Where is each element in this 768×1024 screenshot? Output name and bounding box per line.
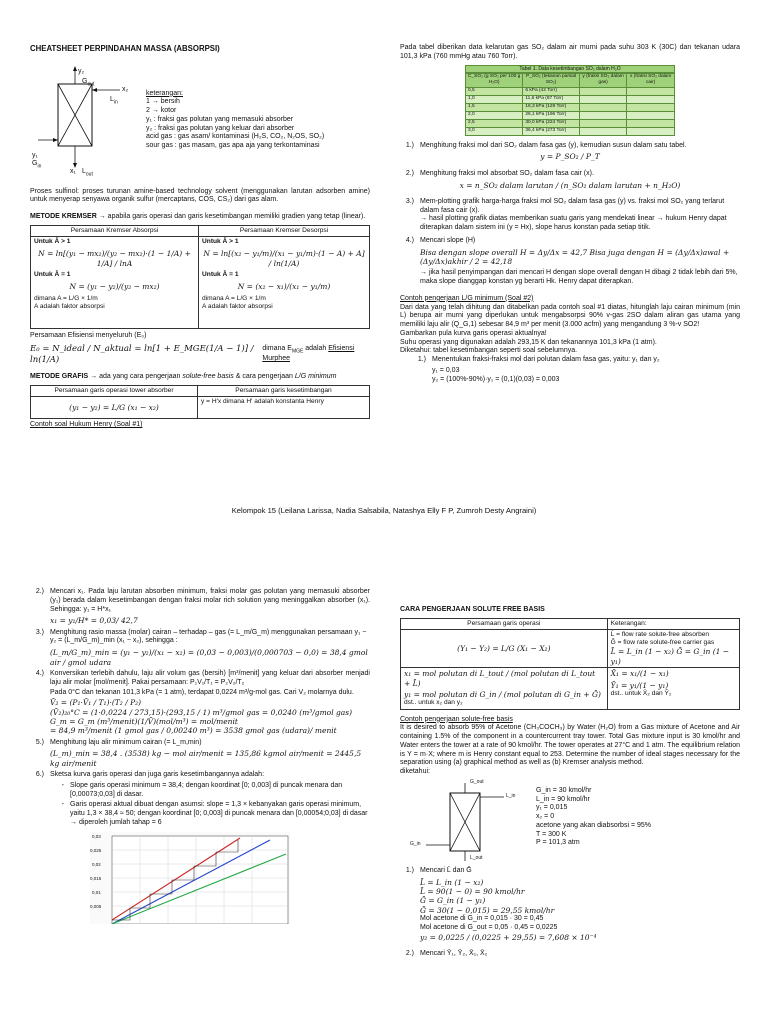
lin-sub: in <box>113 99 118 106</box>
absorber-column-diagram <box>30 56 140 176</box>
keterangan-block <box>146 56 324 176</box>
sf-ket1: L̄ = flow rate solute-free absorben <box>610 630 710 638</box>
list-item: 3.) Menghitung rasio massa (molar) cairan – terhadap – gas (= L_m/G_m) menggunakan persamaan y₁ − y₂ = (L_m/G_m)_min (x₁ − x₂), sehingga : <box>30 629 370 647</box>
bl-s4-eq3: G_m = G_m (m³/menit)(1/V̄)(mol/m³) = mol/menit <box>50 716 238 726</box>
chart-ytick: 0,025 <box>90 847 102 853</box>
sf-ket3: L̄ = L_in (1 − x₂) Ḡ = G_in (1 − y₁) <box>610 647 730 666</box>
list-item: 1.) Menghitung fraksi mol dari SO₂ dalam fasa gas (y), kemudian susun dalam satu tabel. <box>400 142 740 151</box>
chart-ytick: 0,02 <box>92 861 101 867</box>
list-item: 1.) Mencari L̄ dan Ḡ <box>400 867 740 876</box>
table-row <box>466 111 675 119</box>
sf-given-item: L_in = 90 kmol/hr <box>536 795 590 803</box>
sf-Y1-eq: Ȳ₁ = y₁/(1 − y₁) <box>610 680 669 690</box>
c2-step1b: y₂ = (100%-90%)·y₁ = (0,1)(0,03) = 0,003 <box>432 375 560 383</box>
cell: 30,0 kPa (224 Torr) <box>523 119 579 127</box>
bl-s3-text: Menghitung rasio massa (molar) cairan – terhadap – gas (= L_m/G_m) menggunakan persamaan y₁ − y₂ = (L_m/G_m)_min (x₁ − x₂), sehingga : <box>50 628 367 645</box>
kelompok-line: Kelompok 15 (Leilana Larissa, Nadia Salsabila, Natashya Elly F P, Zumroh Desty Angraini) <box>231 506 537 515</box>
table-row <box>466 127 675 135</box>
sf-x1-eq: x₁ = mol polutan di L_tout / (mol polutan di L_tout + L̄) <box>404 669 596 688</box>
bl-s6a-text: Slope garis operasi minimum = 38,4; dengan koordinat [0; 0,003] di puncak menara dan [0,00073;0,03] di dasar. <box>70 781 343 798</box>
kremser-table <box>30 225 370 329</box>
cell: 18,3 kPa (129 Torr) <box>523 103 579 111</box>
c2-step1a: y₁ = 0,03 <box>432 366 460 374</box>
sf-given-item: T = 300 K <box>536 830 567 838</box>
cell: 2,0 <box>466 111 523 119</box>
operating-line-chart-svg <box>90 832 290 924</box>
sf-s1-text: Mencari L̄ dan Ḡ <box>420 866 472 874</box>
cell <box>579 103 627 111</box>
sf-s1-line: Mol acetone di G_out = 0,05 · 0,45 = 0,0225 <box>420 923 558 931</box>
cell: 1,5 <box>466 103 523 111</box>
sf-column-svg <box>400 779 530 863</box>
sf-s1-line: Ḡ = 30(1 − 0,015) = 29,55 kmol/hr <box>420 905 555 915</box>
chart-ytick: 0,005 <box>90 903 102 909</box>
kremser-col-desorpsi: Persamaan Kremser Desorpsi <box>199 225 370 236</box>
step3-wrap <box>420 198 740 233</box>
abs-case2: Untuk Ā = 1 <box>34 271 71 279</box>
contoh2-question: Gambarkan pula kurva garis operasi aktualnya! <box>400 329 547 337</box>
sf-s1-line: L̄ = L_in (1 − x₂) <box>420 877 484 887</box>
table-row <box>466 87 675 95</box>
gout-text: G <box>82 77 88 85</box>
so2-col-x: x (fraksi SO₂ dalam cair) <box>627 73 675 87</box>
keterangan-item: y₂ : fraksi gas polutan yang keluar dari absorber <box>146 124 295 132</box>
step3-text: Mem-plotting grafik harga-harga fraksi mol SO₂ dalam fasa gas (y) vs. fraksi mol SO₂ yang terlarut dalam fasa cair (x). <box>420 197 725 214</box>
cell: 1,0 <box>466 95 523 103</box>
so2-table <box>465 73 675 136</box>
cell <box>627 95 675 103</box>
step1-text: Menghitung fraksi mol dari SO₂ dalam fasa gas (y), kemudian susun dalam satu tabel. <box>420 141 687 149</box>
contoh-solute-free-link[interactable]: Contoh pengerjaan solute-free basis <box>400 715 513 723</box>
cell: 2,5 <box>466 119 523 127</box>
grafis-kesetimbangan-text: y = H′x dimana H′ adalah konstanta Henry <box>198 397 370 419</box>
gin-sub: in <box>37 163 42 170</box>
solute-free-heading: CARA PENGERJAAN SOLUTE FREE BASIS <box>400 606 545 613</box>
bl-s5-eq: (L_m)_min = 38,4 . (3538) kg − mol air/menit = 135,86 kgmol air/menit = 2445,5 kg air/menit <box>50 749 362 768</box>
sf-diag-gout: G_out <box>470 778 484 785</box>
lout-text: L <box>82 167 86 175</box>
sf-given-item: P = 101,3 atm <box>536 839 580 847</box>
sf-column-diagram <box>400 779 530 863</box>
grafis-heading-bold: METODE GRAFIS <box>30 373 89 381</box>
contoh2-condition: Suhu operasi yang digunakan adalah 293,15 K dan tekanannya 101,3 kPa (1 atm). <box>400 338 657 346</box>
efisiensi-eq: E₀ = N_ideal / N_aktual = ln[1 + E_MGE(1/A − 1)] / ln(1/A) <box>30 343 254 365</box>
chart-ytick: 0,01 <box>92 889 101 895</box>
sf-diag-lin: L_in <box>506 792 516 799</box>
chart-ytick: 0,015 <box>90 875 102 881</box>
bl-s6-text: Sketsa kurva garis operasi dan juga garis kesetimbangannya adalah: <box>50 771 265 779</box>
grafis-heading-rest: → ada yang cara pengerjaan <box>88 373 183 381</box>
bl-s4b: Pada 0°C dan tekanan 101,3 kPa (= 1 atm), terdapat 0,0224 m³/g-mol gas. Cari V₂ molarnya dulu. <box>50 689 354 697</box>
lout-sub: out <box>85 171 93 178</box>
step2-text: Menghitung fraksi mol absorbat SO₂ dalam fasa cair (x). <box>420 169 594 177</box>
efisiensi-murphee-link[interactable]: Efisiensi Murphee <box>262 345 355 363</box>
list-item: 2.) Mencari x₁. Pada laju larutan absorben minimum, fraksi molar gas polutan yang memasuki absorber (y₁) berada dalam kesetimbangan dengan fraksi molar rich solution yang meninggalkan absorber (x₁). Sehingga: y₁ = H*x₁ <box>35 588 370 613</box>
gin-text: G <box>32 159 38 167</box>
sf-s1-line: Mol acetone di G_in = 0,015 · 30 = 0,45 <box>420 915 544 923</box>
cell <box>579 119 627 127</box>
sf-given-item: G_in = 30 kmol/hr <box>536 786 592 794</box>
grafis-operasi-eq: (y₁ − y₂) = L/G (x₁ − x₂) <box>31 397 198 419</box>
kremser-heading-bold: METODE KREMSER <box>30 213 97 221</box>
diagram-label-gout <box>82 78 94 88</box>
bl-s6b-text: Garis operasi aktual dibuat dengan asumsi: slope = 1,3 × kebanyakan garis operasi minimum, yaitu 1,3 × 38,4 ≈ 50; dengan koordinat [0; 0,003] di puncak menara dan [0,00054;0,03] di dasar → diperoleh jumlah tahap = 6 <box>70 801 368 826</box>
cell: 11,6 kPa (87 Torr) <box>523 95 579 103</box>
des-case1: Untuk Ā > 1 <box>202 238 239 246</box>
grafis-col-kesetimbangan: Persamaan garis kesetimbangan <box>198 385 370 396</box>
list-item: 2.) Mencari Ȳ₁, Ȳ₂, X̄₁, X̄₂ <box>400 950 740 959</box>
so2-table-title: Tabel 1. Data kesetimbangan SO₂ dalam H₂O <box>465 65 675 73</box>
so2-intro: Pada tabel diberikan data kelarutan gas SO₂ dalam air murni pada suhu 303 K (30C) dan tekanan udara 101,3 kPa (760 mmHg atau 760 Torr). <box>400 44 740 60</box>
keterangan-item: 2 → kotor <box>146 107 177 115</box>
sf-dst-left: dst.. untuk x₂ dan y₂ <box>404 699 463 707</box>
keterangan-item: y₁ : fraksi gas polutan yang memasuki absorber <box>146 115 294 123</box>
cell <box>579 87 627 95</box>
list-item: 4.) Mencari slope (H) <box>400 237 740 246</box>
step4-text: Mencari slope (H) <box>420 236 476 244</box>
sf-diketahui: diketahui: <box>400 768 430 776</box>
bl-s4-eq1: V̄₂ = (P₁·V̄₁ / T₁)·(T₂ / P₂) <box>50 698 142 708</box>
des-eq1: N = ln[(x₂ − y₁/m)/(x₁ − y₁/m)·(1 − A) + A] / ln(1/A) <box>203 249 365 268</box>
des-where: dimana A = L/G × 1/m <box>202 294 266 302</box>
cell: 36,4 kPa (273 Torr) <box>523 127 579 135</box>
lin-text: L <box>110 95 114 103</box>
grafis-mid: & cara pengerjaan <box>233 373 295 381</box>
contoh-soal-2-link[interactable]: Contoh pengerjaan L/G minimum (Soal #2) <box>400 294 534 302</box>
cell: 26,1 kPa (196 Torr) <box>523 111 579 119</box>
gout-sub: out <box>87 81 95 88</box>
sf-main-eq: (Y₁ − Y₂) = L/G (X₁ − X₂) <box>401 629 608 667</box>
so2-col-p: P_SO₂ (tekanan parsial SO₂) <box>523 73 579 87</box>
bl-s3-eq: (L_m/G_m)_min = (y₁ − y₂)/(x₁ − x₂) = (0,03 − 0,003)/(0,000703 − 0,0) = 38,4 gmol air / gmol udara <box>50 648 368 667</box>
diagram-label-gin <box>32 160 41 170</box>
kremser-heading <box>30 213 370 222</box>
sf-s1-line: L̄ = 90(1 − 0) = 90 kmol/hr <box>420 886 525 896</box>
left-bottom-column <box>30 588 370 924</box>
keterangan-item: sour gas : gas masam, gas apa aja yang terkontaminasi <box>146 142 320 150</box>
contoh2-known: Diketahui: tabel kesetimbangan seperti soal sebelumnya. <box>400 347 578 355</box>
table-row <box>466 119 675 127</box>
list-item: 3.) Mem-plotting grafik harga-harga fraksi mol SO₂ dalam fasa gas (y) vs. fraksi mol SO₂ yang terlarut dalam fasa cair (x). → hasil plotting grafik diatas memberikan suatu garis yang mendekati linear → hukum Henry dapat diterapkan dalam sistem ini (y = Hx), slope harus konstan pada setiap titik. <box>400 198 740 233</box>
step2-eq: x = n_SO₂ dalam larutan / (n_SO₂ dalam larutan + n_H₂O) <box>459 180 681 190</box>
efisiensi-heading: Persamaan Efisiensi menyeluruh (E₀) <box>30 332 147 340</box>
cell <box>627 127 675 135</box>
abs-note: A adalah faktor absorpsi <box>34 303 105 311</box>
sf-given-list <box>536 779 651 863</box>
cell: 3,0 <box>466 127 523 135</box>
sf-s1-lines <box>400 878 740 942</box>
grafis-table <box>30 385 370 419</box>
grafis-heading <box>30 373 370 382</box>
sf-diag-gin: G_in <box>410 840 421 847</box>
sf-col-keterangan: Keterangan: <box>607 618 739 629</box>
contoh2-text: Dari data yang telah dihitung dan ditabelkan pada contoh soal #1 diatas, hitunglah laju cairan minimum (min L) berupa air murni yang diperlukan untuk mengabsorpsi 90% v-gas 2SO dalam aliran gas utama yang memiliki laju alir (Q_G,1) sebesar 84,9 m³ per menit (3.000 acfm) yang mengandung 3 %-v SO2! <box>400 303 740 329</box>
list-item: 2.) Menghitung fraksi mol absorbat SO₂ dalam fasa cair (x). <box>400 170 740 179</box>
efisiensi-note <box>262 345 370 363</box>
list-item: 1.) Menentukan fraksi-fraksi mol dari polutan dalam fasa gas, yaitu: y₁ dan y₂ <box>400 356 740 365</box>
list-item: 4.) Konversikan terlebih dahulu, laju alir volum gas (bersih) [m³/menit] yang keluar dari absorber menjadi laju alir molar [mol/menit]. Pakai persamaan: P₁V₁/T₁ = P₂V₂/T₂ <box>35 669 370 686</box>
des-note: A adalah faktor absorpsi <box>202 303 273 311</box>
solute-free-table <box>400 618 740 710</box>
bl-s4-eq2: (V̄₂)₂₀°C = (1·0,0224 / 273,15)·(293,15 / 1) m³/gmol gas = 0,0240 (m³/gmol gas) <box>50 707 353 717</box>
step3b-text: → hasil plotting grafik diatas memberikan suatu garis yang mendekati linear → hukum Henry dapat diterapkan dalam sistem ini (y = Hx), slope harus konstan pada setiap titik. <box>420 215 727 232</box>
efisiensi-row <box>30 344 370 365</box>
diagram-label-y1: y₁ <box>32 151 38 159</box>
sf-col-operasi: Persamaan garis operasi <box>401 618 608 629</box>
abs-eq1: N = ln[(y₁ − mx₂)/(y₂ − mx₂)·(1 − 1/A) + 1/A] / lnA <box>38 249 191 268</box>
operating-line-chart <box>90 832 290 924</box>
diagram-label-x2: x₂ <box>122 85 129 93</box>
so2-col-y: y (fraksi SO₂ dalam gas) <box>579 73 627 87</box>
sf-given-item: x₂ = 0 <box>536 813 555 821</box>
bl-s4-eq4: = 84,9 m³/menit (1 gmol gas / 0,00240 m³) = 3538 gmol gas (udara)/ menit <box>50 726 337 736</box>
keterangan-item: acid gas : gas asam/ kontaminasi (H₂S, CO₂, N₂OS, SO₂) <box>146 133 325 141</box>
right-bottom-column <box>400 606 740 961</box>
sf-given-item: acetone yang akan diabsorbsi = 95% <box>536 821 651 829</box>
kremser-heading-rest: → apabila garis operasi dan garis kesetimbangan memiliki gradien yang tetap (linear). <box>96 213 366 221</box>
table-row <box>466 103 675 111</box>
step4-eq: Bisa dengan slope overall H = Δy/Δx = 42,7 Bisa juga dengan H = (Δy/Δx)awal + (Δy/Δx)akhir / 2 = 42,18 <box>420 247 730 266</box>
cell <box>627 103 675 111</box>
bl-s4-text: Konversikan terlebih dahulu, laju alir volum gas (bersih) [m³/menit] yang keluar dari absorber menjadi laju alir molar [mol/menit]. Pakai persamaan: P₁V₁/T₁ = P₂V₂/T₂ <box>50 669 370 686</box>
bl-s5-text: Menghitung laju alir minimum cairan (= L_m,min) <box>50 738 202 746</box>
sf-s1-line: Ḡ = G_in (1 − y₁) <box>420 896 486 906</box>
so2-col-c: C_SO₂ (g SO₂ per 100 g H₂O) <box>466 73 523 87</box>
sf-problem: It is desired to absorb 95% of Acetone (CH₃COCH₃) by Water (H₂O) from a Gas mixture of Acetone and Air containing 1.5% of the component in a countercurrent tray tower. Total Gas mixture input is 30 kmol/hr and Water enters the tower at a rate of 90 kmol/hr. The tower operates at 27°C and 1 atm. The equilibrium relation is Y = m·X; where m is Henry constant equal to 253. Determine the number of ideal stages necessary for the separation using (a) graphical method as well as (b) Kremser analysis method. <box>400 724 740 767</box>
efisiensi-note-pre: dimana E <box>262 345 292 353</box>
proses-sulfinol-text: Proses sulfinol: proses turunan amine-based technology solvent (menggunakan larutan adsorben amine) untuk menyerap senyawa organik sulfur (mercaptans, COS, CS₂) dari gas alam. <box>30 187 370 204</box>
cell: 0,5 <box>466 87 523 95</box>
sf-diag-lout: L_out <box>470 854 483 861</box>
c2-step1-text: Menentukan fraksi-fraksi mol dari polutan dalam fasa gas, yaitu: y₁ dan y₂ <box>432 356 660 364</box>
grafis-italic1: solute-free basis <box>182 373 234 381</box>
keterangan-heading: keterangan: <box>146 89 183 97</box>
kremser-col-absorpsi: Persamaan Kremser Absorpsi <box>31 225 199 236</box>
sf-y1-eq: y₁ = mol polutan di G_in / (mol polutan di G_in + Ḡ) <box>404 689 601 699</box>
cell <box>579 111 627 119</box>
sf-X1-eq: X̄₁ = x₁/(1 − x₁) <box>610 669 669 679</box>
cell <box>627 111 675 119</box>
keterangan-item: 1 → bersih <box>146 98 180 106</box>
list-item: - Garis operasi aktual dibuat dengan asumsi: slope = 1,3 × kebanyakan garis operasi minimum, yaitu 1,3 × 38,4 ≈ 50; dengan koordinat [0; 0,003] di puncak menara dan [0,00054;0,03] di dasar → diperoleh jumlah tahap = 6 <box>30 801 370 827</box>
des-case2: Untuk Ā = 1 <box>202 271 239 279</box>
right-top-column <box>400 44 740 384</box>
page-title: CHEATSHEET PERPINDAHAN MASSA (ABSORPSI) <box>30 44 220 53</box>
cell <box>627 119 675 127</box>
table-row <box>466 95 675 103</box>
sf-given-row <box>400 779 740 863</box>
sf-dst-right: dst.. untuk X̄₂ dan Ȳ₂ <box>610 689 672 697</box>
bl-s2-text: Mencari x₁. Pada laju larutan absorben minimum, fraksi molar gas polutan yang memasuki absorber (y₁) berada dalam kesetimbangan dengan fraksi molar rich solution yang meninggalkan absorber (x₁). Sehingga: y₁ = H*x₁ <box>50 588 370 613</box>
left-top-column <box>30 44 370 430</box>
step1-eq: y = P_SO₂ / P_T <box>540 152 600 162</box>
diagram-label-lin <box>110 96 118 106</box>
cell: 6 kPa (42 Torr) <box>523 87 579 95</box>
list-item: - Slope garis operasi minimum = 38,4; dengan koordinat [0; 0,003] di puncak menara dan [0,00073;0,03] di dasar. <box>30 782 370 800</box>
bl-s2-eq: x₁ = y₁/H* = 0,03/ 42,7 <box>50 616 138 626</box>
abs-eq2: N = (y₁ − y₂)/(y₂ − mx₂) <box>69 282 160 292</box>
abs-case1: Untuk Ā > 1 <box>34 238 71 246</box>
grafis-col-operasi: Persamaan garis operasi tower absorber <box>31 385 198 396</box>
step4b-text: → jika hasil penyimpangan dari mencari H dengan slope overall dengan H dibagi 2 tidak lebih dari 5%, maka slope dianggap konstan yg berarti Hk. Henry dapat diterapkan. <box>420 269 738 286</box>
sf-given-item: y₁ = 0,015 <box>536 804 568 812</box>
sf-ket2: Ḡ = flow rate solute-free carrier gas <box>610 639 715 647</box>
contoh-soal-1-link[interactable]: Contoh soal Hukum Henry (Soal #1) <box>30 421 143 429</box>
grafis-italic2: L/G minimum <box>294 373 337 381</box>
list-item: 5.) Menghitung laju alir minimum cairan (= L_m,min) <box>30 739 370 748</box>
efisiensi-note-sub: MGE <box>291 348 304 355</box>
so2-table-wrap <box>465 65 675 136</box>
diagram-label-x1: x₁ <box>70 167 76 175</box>
diagram-label-y2: y₂ <box>78 67 85 75</box>
list-item: 6.) Sketsa kurva garis operasi dan juga garis kesetimbangannya adalah: <box>30 771 370 780</box>
absorber-diagram-svg <box>30 56 140 176</box>
chart-ytick: 0,03 <box>92 833 101 839</box>
des-eq2: N = (x₂ − x₁)/(x₁ − y₁/m) <box>237 282 331 292</box>
cell <box>627 87 675 95</box>
sf-s1-line: y₂ = 0,0225 / (0,0225 + 29,55) = 7,608 × 10⁻⁴ <box>420 932 597 942</box>
cell <box>579 95 627 103</box>
cell <box>579 127 627 135</box>
sf-s2-text: Mencari Ȳ₁, Ȳ₂, X̄₁, X̄₂ <box>420 949 488 957</box>
efisiensi-note-mid: adalah <box>303 345 329 353</box>
abs-where: dimana A = L/G × 1/m <box>34 294 98 302</box>
diagram-label-lout <box>82 168 93 178</box>
